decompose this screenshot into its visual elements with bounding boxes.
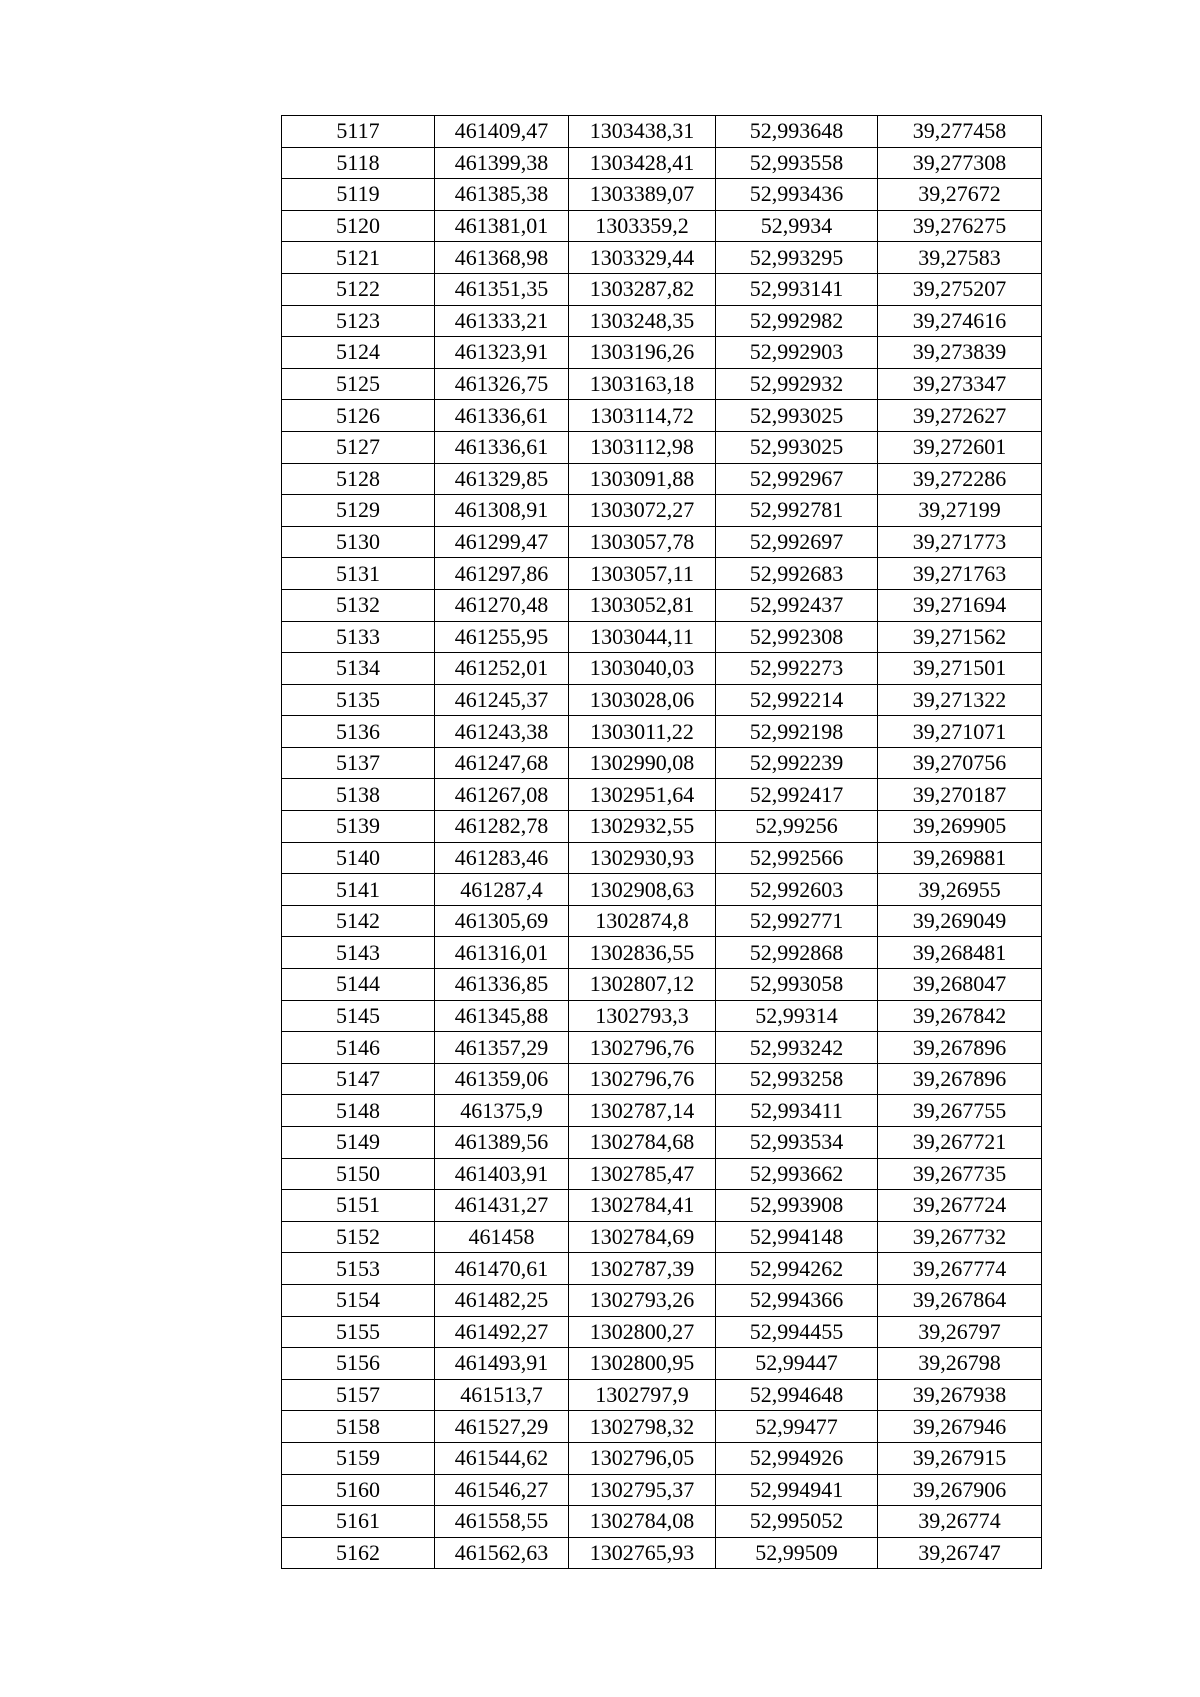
x-coordinate-cell: 461299,47 [435, 526, 569, 558]
x-coordinate-cell: 461493,91 [435, 1348, 569, 1380]
x-coordinate-cell: 461492,27 [435, 1316, 569, 1348]
table-row [282, 1316, 1042, 1348]
point-number-cell: 5125 [282, 368, 435, 400]
longitude-cell: 39,267732 [878, 1221, 1042, 1253]
y-coordinate-cell: 1302795,37 [569, 1474, 716, 1506]
latitude-cell: 52,992967 [716, 463, 878, 495]
longitude-cell: 39,267774 [878, 1253, 1042, 1285]
latitude-cell: 52,992868 [716, 937, 878, 969]
latitude-cell: 52,99477 [716, 1411, 878, 1443]
latitude-cell: 52,992903 [716, 337, 878, 369]
y-coordinate-cell: 1303112,98 [569, 431, 716, 463]
x-coordinate-cell: 461323,91 [435, 337, 569, 369]
y-coordinate-cell: 1303329,44 [569, 242, 716, 274]
longitude-cell: 39,267864 [878, 1284, 1042, 1316]
point-number-cell: 5130 [282, 526, 435, 558]
x-coordinate-cell: 461381,01 [435, 210, 569, 242]
y-coordinate-cell: 1302785,47 [569, 1158, 716, 1190]
y-coordinate-cell: 1302784,69 [569, 1221, 716, 1253]
latitude-cell: 52,992308 [716, 621, 878, 653]
point-number-cell: 5122 [282, 273, 435, 305]
x-coordinate-cell: 461247,68 [435, 747, 569, 779]
longitude-cell: 39,271694 [878, 589, 1042, 621]
y-coordinate-cell: 1302787,39 [569, 1253, 716, 1285]
point-number-cell: 5133 [282, 621, 435, 653]
latitude-cell: 52,994941 [716, 1474, 878, 1506]
y-coordinate-cell: 1303359,2 [569, 210, 716, 242]
table-row [282, 1474, 1042, 1506]
y-coordinate-cell: 1302800,95 [569, 1348, 716, 1380]
point-number-cell: 5128 [282, 463, 435, 495]
table-row [282, 969, 1042, 1001]
x-coordinate-cell: 461357,29 [435, 1032, 569, 1064]
longitude-cell: 39,267946 [878, 1411, 1042, 1443]
x-coordinate-cell: 461409,47 [435, 116, 569, 148]
latitude-cell: 52,993436 [716, 179, 878, 211]
longitude-cell: 39,267721 [878, 1127, 1042, 1159]
longitude-cell: 39,269049 [878, 905, 1042, 937]
y-coordinate-cell: 1302836,55 [569, 937, 716, 969]
longitude-cell: 39,271562 [878, 621, 1042, 653]
point-number-cell: 5126 [282, 400, 435, 432]
point-number-cell: 5136 [282, 716, 435, 748]
longitude-cell: 39,268481 [878, 937, 1042, 969]
table-row [282, 337, 1042, 369]
longitude-cell: 39,276275 [878, 210, 1042, 242]
latitude-cell: 52,993534 [716, 1127, 878, 1159]
x-coordinate-cell: 461375,9 [435, 1095, 569, 1127]
table-row [282, 179, 1042, 211]
point-number-cell: 5137 [282, 747, 435, 779]
x-coordinate-cell: 461329,85 [435, 463, 569, 495]
table-row [282, 242, 1042, 274]
x-coordinate-cell: 461368,98 [435, 242, 569, 274]
latitude-cell: 52,993025 [716, 400, 878, 432]
y-coordinate-cell: 1303057,78 [569, 526, 716, 558]
table-row [282, 842, 1042, 874]
y-coordinate-cell: 1302793,3 [569, 1000, 716, 1032]
x-coordinate-cell: 461297,86 [435, 558, 569, 590]
table-row [282, 1537, 1042, 1569]
latitude-cell: 52,994455 [716, 1316, 878, 1348]
latitude-cell: 52,993558 [716, 147, 878, 179]
longitude-cell: 39,26774 [878, 1506, 1042, 1538]
x-coordinate-cell: 461558,55 [435, 1506, 569, 1538]
y-coordinate-cell: 1302807,12 [569, 969, 716, 1001]
y-coordinate-cell: 1303287,82 [569, 273, 716, 305]
x-coordinate-cell: 461283,46 [435, 842, 569, 874]
x-coordinate-cell: 461470,61 [435, 1253, 569, 1285]
y-coordinate-cell: 1302797,9 [569, 1379, 716, 1411]
longitude-cell: 39,267906 [878, 1474, 1042, 1506]
point-number-cell: 5149 [282, 1127, 435, 1159]
longitude-cell: 39,26797 [878, 1316, 1042, 1348]
latitude-cell: 52,994926 [716, 1442, 878, 1474]
point-number-cell: 5140 [282, 842, 435, 874]
table-row [282, 1032, 1042, 1064]
table-row [282, 589, 1042, 621]
x-coordinate-cell: 461333,21 [435, 305, 569, 337]
point-number-cell: 5161 [282, 1506, 435, 1538]
x-coordinate-cell: 461351,35 [435, 273, 569, 305]
latitude-cell: 52,992683 [716, 558, 878, 590]
x-coordinate-cell: 461243,38 [435, 716, 569, 748]
longitude-cell: 39,268047 [878, 969, 1042, 1001]
table-row [282, 431, 1042, 463]
latitude-cell: 52,993258 [716, 1063, 878, 1095]
y-coordinate-cell: 1302784,41 [569, 1190, 716, 1222]
x-coordinate-cell: 461336,85 [435, 969, 569, 1001]
x-coordinate-cell: 461359,06 [435, 1063, 569, 1095]
point-number-cell: 5134 [282, 653, 435, 685]
point-number-cell: 5151 [282, 1190, 435, 1222]
table-row [282, 1127, 1042, 1159]
table-row [282, 400, 1042, 432]
table-row [282, 1506, 1042, 1538]
point-number-cell: 5119 [282, 179, 435, 211]
longitude-cell: 39,26747 [878, 1537, 1042, 1569]
latitude-cell: 52,992198 [716, 716, 878, 748]
y-coordinate-cell: 1302784,08 [569, 1506, 716, 1538]
point-number-cell: 5127 [282, 431, 435, 463]
y-coordinate-cell: 1302796,76 [569, 1063, 716, 1095]
x-coordinate-cell: 461399,38 [435, 147, 569, 179]
point-number-cell: 5150 [282, 1158, 435, 1190]
x-coordinate-cell: 461305,69 [435, 905, 569, 937]
longitude-cell: 39,267724 [878, 1190, 1042, 1222]
longitude-cell: 39,267735 [878, 1158, 1042, 1190]
point-number-cell: 5145 [282, 1000, 435, 1032]
longitude-cell: 39,267915 [878, 1442, 1042, 1474]
y-coordinate-cell: 1302951,64 [569, 779, 716, 811]
latitude-cell: 52,992273 [716, 653, 878, 685]
latitude-cell: 52,99509 [716, 1537, 878, 1569]
longitude-cell: 39,277308 [878, 147, 1042, 179]
y-coordinate-cell: 1303028,06 [569, 684, 716, 716]
table-row [282, 1095, 1042, 1127]
longitude-cell: 39,269881 [878, 842, 1042, 874]
table-row [282, 116, 1042, 148]
y-coordinate-cell: 1302930,93 [569, 842, 716, 874]
x-coordinate-cell: 461287,4 [435, 874, 569, 906]
table-row [282, 1379, 1042, 1411]
point-number-cell: 5120 [282, 210, 435, 242]
y-coordinate-cell: 1303248,35 [569, 305, 716, 337]
x-coordinate-cell: 461527,29 [435, 1411, 569, 1443]
table-row [282, 621, 1042, 653]
table-row [282, 684, 1042, 716]
latitude-cell: 52,992603 [716, 874, 878, 906]
point-number-cell: 5129 [282, 495, 435, 527]
latitude-cell: 52,992214 [716, 684, 878, 716]
x-coordinate-cell: 461546,27 [435, 1474, 569, 1506]
x-coordinate-cell: 461252,01 [435, 653, 569, 685]
latitude-cell: 52,993058 [716, 969, 878, 1001]
longitude-cell: 39,267896 [878, 1032, 1042, 1064]
point-number-cell: 5147 [282, 1063, 435, 1095]
point-number-cell: 5155 [282, 1316, 435, 1348]
table-row [282, 368, 1042, 400]
point-number-cell: 5154 [282, 1284, 435, 1316]
coordinates-table [281, 115, 1042, 1569]
y-coordinate-cell: 1302796,05 [569, 1442, 716, 1474]
table-row [282, 1221, 1042, 1253]
table-row [282, 905, 1042, 937]
x-coordinate-cell: 461482,25 [435, 1284, 569, 1316]
latitude-cell: 52,995052 [716, 1506, 878, 1538]
x-coordinate-cell: 461245,37 [435, 684, 569, 716]
x-coordinate-cell: 461336,61 [435, 431, 569, 463]
table-row [282, 495, 1042, 527]
longitude-cell: 39,271763 [878, 558, 1042, 590]
table-row [282, 558, 1042, 590]
latitude-cell: 52,993025 [716, 431, 878, 463]
latitude-cell: 52,992982 [716, 305, 878, 337]
table-row [282, 874, 1042, 906]
latitude-cell: 52,994648 [716, 1379, 878, 1411]
latitude-cell: 52,99256 [716, 811, 878, 843]
y-coordinate-cell: 1303052,81 [569, 589, 716, 621]
table-row [282, 463, 1042, 495]
longitude-cell: 39,272627 [878, 400, 1042, 432]
point-number-cell: 5135 [282, 684, 435, 716]
x-coordinate-cell: 461255,95 [435, 621, 569, 653]
latitude-cell: 52,992239 [716, 747, 878, 779]
point-number-cell: 5132 [282, 589, 435, 621]
x-coordinate-cell: 461385,38 [435, 179, 569, 211]
table-row [282, 937, 1042, 969]
x-coordinate-cell: 461544,62 [435, 1442, 569, 1474]
latitude-cell: 52,994366 [716, 1284, 878, 1316]
point-number-cell: 5138 [282, 779, 435, 811]
point-number-cell: 5123 [282, 305, 435, 337]
point-number-cell: 5142 [282, 905, 435, 937]
table-row [282, 1063, 1042, 1095]
latitude-cell: 52,992566 [716, 842, 878, 874]
table-row [282, 653, 1042, 685]
table-row [282, 1284, 1042, 1316]
y-coordinate-cell: 1303011,22 [569, 716, 716, 748]
x-coordinate-cell: 461270,48 [435, 589, 569, 621]
y-coordinate-cell: 1303428,41 [569, 147, 716, 179]
longitude-cell: 39,26955 [878, 874, 1042, 906]
latitude-cell: 52,993662 [716, 1158, 878, 1190]
y-coordinate-cell: 1303091,88 [569, 463, 716, 495]
point-number-cell: 5121 [282, 242, 435, 274]
x-coordinate-cell: 461403,91 [435, 1158, 569, 1190]
latitude-cell: 52,993242 [716, 1032, 878, 1064]
longitude-cell: 39,26798 [878, 1348, 1042, 1380]
table-row [282, 1190, 1042, 1222]
latitude-cell: 52,9934 [716, 210, 878, 242]
y-coordinate-cell: 1302784,68 [569, 1127, 716, 1159]
longitude-cell: 39,27672 [878, 179, 1042, 211]
x-coordinate-cell: 461562,63 [435, 1537, 569, 1569]
x-coordinate-cell: 461308,91 [435, 495, 569, 527]
longitude-cell: 39,269905 [878, 811, 1042, 843]
table-row [282, 210, 1042, 242]
longitude-cell: 39,272601 [878, 431, 1042, 463]
longitude-cell: 39,271071 [878, 716, 1042, 748]
table-row [282, 716, 1042, 748]
y-coordinate-cell: 1303114,72 [569, 400, 716, 432]
point-number-cell: 5152 [282, 1221, 435, 1253]
point-number-cell: 5131 [282, 558, 435, 590]
longitude-cell: 39,267755 [878, 1095, 1042, 1127]
x-coordinate-cell: 461336,61 [435, 400, 569, 432]
latitude-cell: 52,994262 [716, 1253, 878, 1285]
longitude-cell: 39,270187 [878, 779, 1042, 811]
point-number-cell: 5157 [282, 1379, 435, 1411]
table-row [282, 811, 1042, 843]
table-row [282, 1348, 1042, 1380]
table-row [282, 1411, 1042, 1443]
point-number-cell: 5117 [282, 116, 435, 148]
longitude-cell: 39,273347 [878, 368, 1042, 400]
latitude-cell: 52,993295 [716, 242, 878, 274]
point-number-cell: 5160 [282, 1474, 435, 1506]
y-coordinate-cell: 1303389,07 [569, 179, 716, 211]
point-number-cell: 5141 [282, 874, 435, 906]
longitude-cell: 39,27199 [878, 495, 1042, 527]
latitude-cell: 52,993411 [716, 1095, 878, 1127]
point-number-cell: 5144 [282, 969, 435, 1001]
latitude-cell: 52,993648 [716, 116, 878, 148]
y-coordinate-cell: 1303072,27 [569, 495, 716, 527]
latitude-cell: 52,992697 [716, 526, 878, 558]
y-coordinate-cell: 1303044,11 [569, 621, 716, 653]
y-coordinate-cell: 1303040,03 [569, 653, 716, 685]
x-coordinate-cell: 461513,7 [435, 1379, 569, 1411]
point-number-cell: 5158 [282, 1411, 435, 1443]
longitude-cell: 39,273839 [878, 337, 1042, 369]
latitude-cell: 52,99447 [716, 1348, 878, 1380]
longitude-cell: 39,277458 [878, 116, 1042, 148]
x-coordinate-cell: 461282,78 [435, 811, 569, 843]
coordinates-table-body [282, 116, 1042, 1569]
longitude-cell: 39,267842 [878, 1000, 1042, 1032]
x-coordinate-cell: 461267,08 [435, 779, 569, 811]
y-coordinate-cell: 1302932,55 [569, 811, 716, 843]
longitude-cell: 39,271773 [878, 526, 1042, 558]
y-coordinate-cell: 1302787,14 [569, 1095, 716, 1127]
x-coordinate-cell: 461326,75 [435, 368, 569, 400]
latitude-cell: 52,992781 [716, 495, 878, 527]
x-coordinate-cell: 461431,27 [435, 1190, 569, 1222]
table-row [282, 273, 1042, 305]
longitude-cell: 39,275207 [878, 273, 1042, 305]
point-number-cell: 5118 [282, 147, 435, 179]
y-coordinate-cell: 1302908,63 [569, 874, 716, 906]
table-row [282, 747, 1042, 779]
y-coordinate-cell: 1303196,26 [569, 337, 716, 369]
longitude-cell: 39,271322 [878, 684, 1042, 716]
latitude-cell: 52,992932 [716, 368, 878, 400]
latitude-cell: 52,994148 [716, 1221, 878, 1253]
y-coordinate-cell: 1302765,93 [569, 1537, 716, 1569]
x-coordinate-cell: 461316,01 [435, 937, 569, 969]
point-number-cell: 5153 [282, 1253, 435, 1285]
x-coordinate-cell: 461389,56 [435, 1127, 569, 1159]
point-number-cell: 5156 [282, 1348, 435, 1380]
table-row [282, 1253, 1042, 1285]
x-coordinate-cell: 461458 [435, 1221, 569, 1253]
point-number-cell: 5124 [282, 337, 435, 369]
point-number-cell: 5159 [282, 1442, 435, 1474]
latitude-cell: 52,993141 [716, 273, 878, 305]
table-row [282, 779, 1042, 811]
point-number-cell: 5148 [282, 1095, 435, 1127]
y-coordinate-cell: 1302990,08 [569, 747, 716, 779]
y-coordinate-cell: 1303163,18 [569, 368, 716, 400]
y-coordinate-cell: 1302796,76 [569, 1032, 716, 1064]
longitude-cell: 39,270756 [878, 747, 1042, 779]
latitude-cell: 52,99314 [716, 1000, 878, 1032]
point-number-cell: 5162 [282, 1537, 435, 1569]
table-row [282, 305, 1042, 337]
table-row [282, 1000, 1042, 1032]
table-row [282, 526, 1042, 558]
point-number-cell: 5139 [282, 811, 435, 843]
longitude-cell: 39,272286 [878, 463, 1042, 495]
y-coordinate-cell: 1302798,32 [569, 1411, 716, 1443]
latitude-cell: 52,992437 [716, 589, 878, 621]
y-coordinate-cell: 1302874,8 [569, 905, 716, 937]
longitude-cell: 39,267896 [878, 1063, 1042, 1095]
longitude-cell: 39,274616 [878, 305, 1042, 337]
table-row [282, 1442, 1042, 1474]
table-row [282, 1158, 1042, 1190]
longitude-cell: 39,27583 [878, 242, 1042, 274]
y-coordinate-cell: 1303438,31 [569, 116, 716, 148]
y-coordinate-cell: 1303057,11 [569, 558, 716, 590]
longitude-cell: 39,267938 [878, 1379, 1042, 1411]
y-coordinate-cell: 1302800,27 [569, 1316, 716, 1348]
latitude-cell: 52,993908 [716, 1190, 878, 1222]
longitude-cell: 39,271501 [878, 653, 1042, 685]
table-row [282, 147, 1042, 179]
x-coordinate-cell: 461345,88 [435, 1000, 569, 1032]
y-coordinate-cell: 1302793,26 [569, 1284, 716, 1316]
point-number-cell: 5143 [282, 937, 435, 969]
latitude-cell: 52,992417 [716, 779, 878, 811]
point-number-cell: 5146 [282, 1032, 435, 1064]
latitude-cell: 52,992771 [716, 905, 878, 937]
